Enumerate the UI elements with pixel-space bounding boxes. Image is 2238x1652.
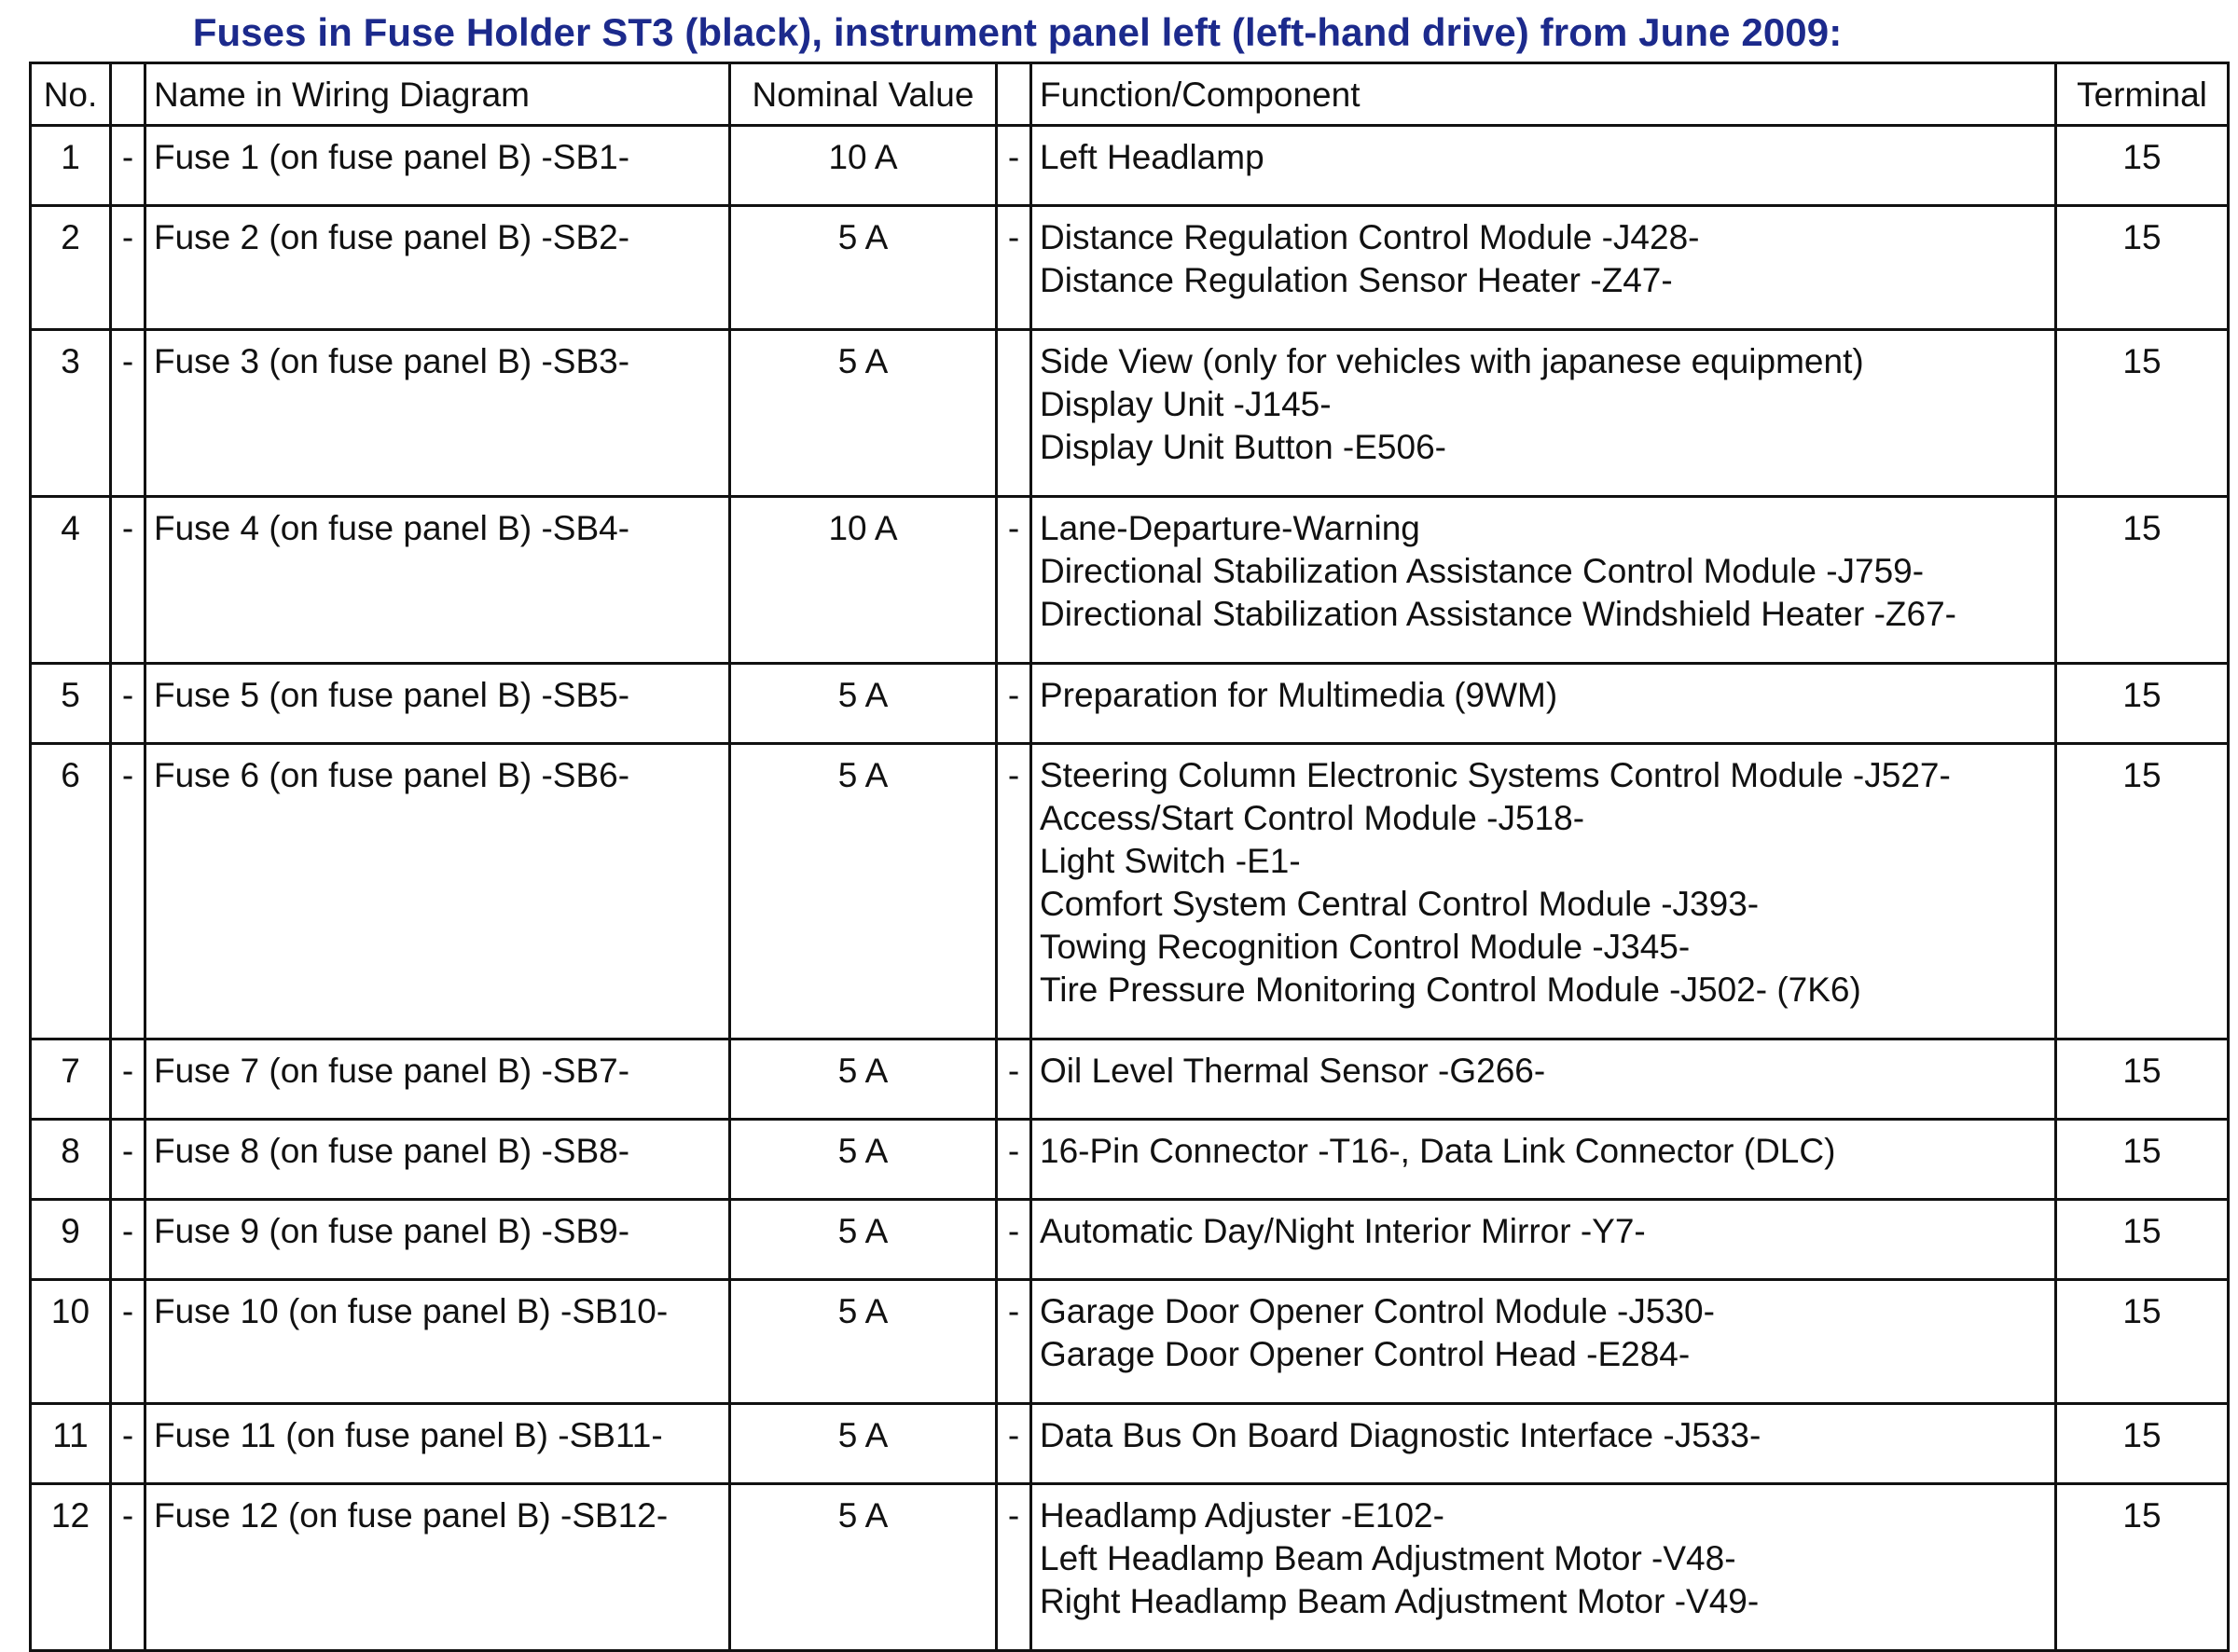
function-line: Comfort System Central Control Module -J393- — [1040, 885, 1760, 923]
nominal-value: 5 A — [730, 1200, 997, 1280]
function-line: Access/Start Control Module -J518- — [1040, 799, 1585, 837]
terminal: 15 — [2056, 1404, 2229, 1484]
terminal: 15 — [2056, 1280, 2229, 1404]
function-cell — [1031, 126, 2056, 206]
fuse-number: 12 — [31, 1484, 111, 1651]
nominal-value: 10 A — [730, 497, 997, 664]
dash-cell: - — [111, 1120, 145, 1200]
nominal-value: 5 A — [730, 1120, 997, 1200]
function-line: Data Bus On Board Diagnostic Interface -J533- — [1040, 1416, 1761, 1454]
nominal-value: 5 A — [730, 664, 997, 744]
table-row — [31, 330, 2229, 497]
fuse-number: 4 — [31, 497, 111, 664]
function-cell — [1031, 497, 2056, 664]
fuse-number: 11 — [31, 1404, 111, 1484]
dash-cell: - — [997, 206, 1031, 330]
function-line: 16-Pin Connector -T16-, Data Link Connector (DLC) — [1040, 1132, 1836, 1170]
terminal: 15 — [2056, 330, 2229, 497]
function-line: Garage Door Opener Control Head -E284- — [1040, 1335, 1691, 1373]
function-line: Preparation for Multimedia (9WM) — [1040, 676, 1558, 714]
fuse-number: 3 — [31, 330, 111, 497]
fuse-number: 8 — [31, 1120, 111, 1200]
table-header-row — [31, 63, 2229, 126]
dash-cell: - — [111, 1280, 145, 1404]
fuse-number: 9 — [31, 1200, 111, 1280]
fuse-name: Fuse 6 (on fuse panel B) -SB6- — [145, 744, 730, 1039]
function-cell — [1031, 664, 2056, 744]
function-cell — [1031, 1120, 2056, 1200]
function-line: Lane-Departure-Warning — [1040, 509, 1420, 547]
function-line: Left Headlamp Beam Adjustment Motor -V48- — [1040, 1539, 1736, 1577]
function-cell — [1031, 744, 2056, 1039]
function-line: Towing Recognition Control Module -J345- — [1040, 928, 1691, 966]
fuse-number: 6 — [31, 744, 111, 1039]
function-cell — [1031, 1484, 2056, 1651]
dash-cell: - — [111, 744, 145, 1039]
fuse-name: Fuse 12 (on fuse panel B) -SB12- — [145, 1484, 730, 1651]
table-row — [31, 126, 2229, 206]
fuse-name: Fuse 4 (on fuse panel B) -SB4- — [145, 497, 730, 664]
function-line: Right Headlamp Beam Adjustment Motor -V49- — [1040, 1582, 1760, 1620]
function-cell — [1031, 206, 2056, 330]
dash-cell: - — [997, 744, 1031, 1039]
terminal: 15 — [2056, 126, 2229, 206]
fuse-number: 1 — [31, 126, 111, 206]
fuse-name: Fuse 7 (on fuse panel B) -SB7- — [145, 1039, 730, 1120]
fuse-table — [29, 62, 2230, 1652]
dash-cell: - — [111, 1404, 145, 1484]
dash-cell: - — [111, 497, 145, 664]
dash-cell: - — [111, 1039, 145, 1120]
table-row — [31, 1404, 2229, 1484]
fuse-name: Fuse 8 (on fuse panel B) -SB8- — [145, 1120, 730, 1200]
dash-cell: - — [997, 497, 1031, 664]
function-line: Oil Level Thermal Sensor -G266- — [1040, 1052, 1546, 1090]
terminal: 15 — [2056, 664, 2229, 744]
function-cell — [1031, 330, 2056, 497]
nominal-value: 5 A — [730, 744, 997, 1039]
fuse-number: 5 — [31, 664, 111, 744]
function-cell — [1031, 1404, 2056, 1484]
terminal: 15 — [2056, 1120, 2229, 1200]
function-line: Directional Stabilization Assistance Control Module -J759- — [1040, 552, 1925, 590]
dash-cell: - — [111, 664, 145, 744]
header-function: Function/Component — [1031, 63, 2056, 126]
fuse-number: 7 — [31, 1039, 111, 1120]
nominal-value: 5 A — [730, 1404, 997, 1484]
dash-cell: - — [997, 1200, 1031, 1280]
dash-cell: - — [997, 1039, 1031, 1120]
function-line: Garage Door Opener Control Module -J530- — [1040, 1292, 1715, 1330]
header-terminal: Terminal — [2056, 63, 2229, 126]
terminal: 15 — [2056, 206, 2229, 330]
function-cell — [1031, 1280, 2056, 1404]
fuse-name: Fuse 10 (on fuse panel B) -SB10- — [145, 1280, 730, 1404]
dash-cell: - — [111, 330, 145, 497]
terminal: 15 — [2056, 744, 2229, 1039]
function-line: Left Headlamp — [1040, 138, 1264, 176]
function-line: Headlamp Adjuster -E102- — [1040, 1496, 1444, 1535]
header-no: No. — [31, 63, 111, 126]
dash-cell: - — [111, 206, 145, 330]
table-row — [31, 664, 2229, 744]
table-row — [31, 206, 2229, 330]
dash-cell: - — [111, 126, 145, 206]
nominal-value: 5 A — [730, 1039, 997, 1120]
table-row — [31, 1120, 2229, 1200]
fuse-number: 10 — [31, 1280, 111, 1404]
table-row — [31, 744, 2229, 1039]
function-line: Display Unit Button -E506- — [1040, 428, 1446, 466]
function-line: Side View (only for vehicles with japanese equipment) — [1040, 342, 1864, 380]
fuse-name: Fuse 9 (on fuse panel B) -SB9- — [145, 1200, 730, 1280]
header-nominal-value: Nominal Value — [730, 63, 997, 126]
dash-cell: - — [997, 1280, 1031, 1404]
fuse-name: Fuse 2 (on fuse panel B) -SB2- — [145, 206, 730, 330]
terminal: 15 — [2056, 497, 2229, 664]
dash-cell: - — [111, 1200, 145, 1280]
table-row — [31, 1039, 2229, 1120]
table-row — [31, 497, 2229, 664]
dash-cell: - — [997, 1484, 1031, 1651]
function-line: Distance Regulation Sensor Heater -Z47- — [1040, 261, 1673, 299]
table-row — [31, 1280, 2229, 1404]
fuse-name: Fuse 5 (on fuse panel B) -SB5- — [145, 664, 730, 744]
function-line: Light Switch -E1- — [1040, 842, 1301, 880]
function-line: Steering Column Electronic Systems Control Module -J527- — [1040, 756, 1951, 794]
table-row — [31, 1484, 2229, 1651]
fuse-name: Fuse 3 (on fuse panel B) -SB3- — [145, 330, 730, 497]
fuse-name: Fuse 1 (on fuse panel B) -SB1- — [145, 126, 730, 206]
fuse-name: Fuse 11 (on fuse panel B) -SB11- — [145, 1404, 730, 1484]
fuse-number: 2 — [31, 206, 111, 330]
nominal-value: 5 A — [730, 206, 997, 330]
table-row — [31, 1200, 2229, 1280]
function-line: Automatic Day/Night Interior Mirror -Y7- — [1040, 1212, 1646, 1250]
nominal-value: 5 A — [730, 330, 997, 497]
dash-cell: - — [997, 126, 1031, 206]
function-cell — [1031, 1039, 2056, 1120]
terminal: 15 — [2056, 1484, 2229, 1651]
nominal-value: 10 A — [730, 126, 997, 206]
dash-cell — [997, 330, 1031, 497]
dash-cell: - — [997, 1120, 1031, 1200]
terminal: 15 — [2056, 1039, 2229, 1120]
nominal-value: 5 A — [730, 1280, 997, 1404]
function-line: Distance Regulation Control Module -J428- — [1040, 218, 1700, 256]
page-title: Fuses in Fuse Holder ST3 (black), instrument panel left (left-hand drive) from June 2009: — [192, 10, 1843, 54]
dash-cell: - — [111, 1484, 145, 1651]
header-dash — [111, 63, 145, 126]
function-cell — [1031, 1200, 2056, 1280]
nominal-value: 5 A — [730, 1484, 997, 1651]
function-line: Display Unit -J145- — [1040, 385, 1332, 423]
dash-cell: - — [997, 1404, 1031, 1484]
function-line: Tire Pressure Monitoring Control Module -J502- (7K6) — [1040, 971, 1861, 1009]
terminal: 15 — [2056, 1200, 2229, 1280]
dash-cell: - — [997, 664, 1031, 744]
header-dash — [997, 63, 1031, 126]
header-name: Name in Wiring Diagram — [145, 63, 730, 126]
function-line: Directional Stabilization Assistance Windshield Heater -Z67- — [1040, 595, 1956, 633]
